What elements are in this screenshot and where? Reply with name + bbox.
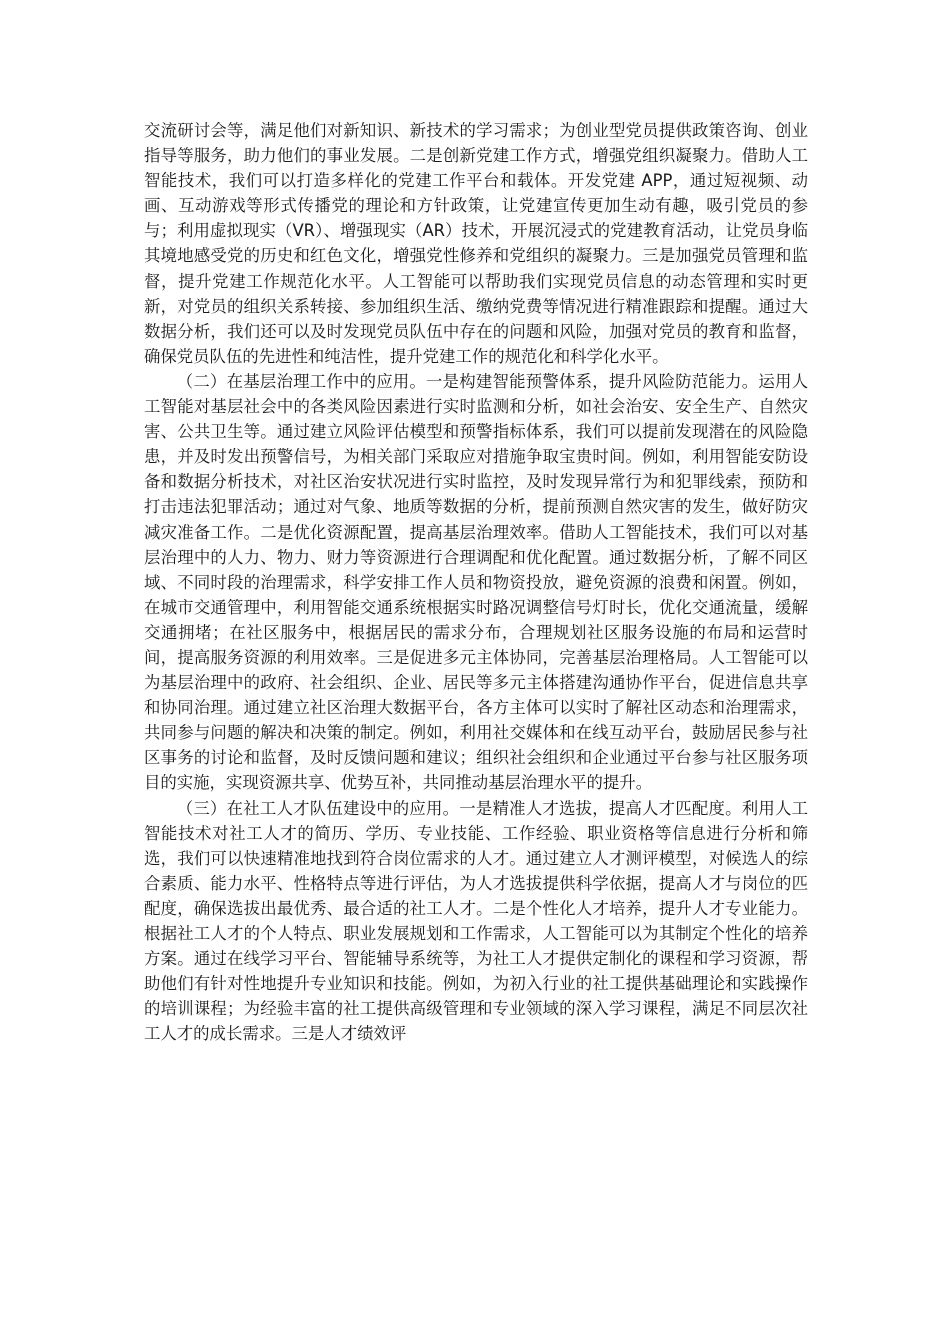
paragraph-party-building-continued: 交流研讨会等，满足他们对新知识、新技术的学习需求；为创业型党员提供政策咨询、创业指导等服务，助力他们的事业发展。二是创新党建工作方式，增强党组织凝聚力。借助人工智能技术，我们可以打造多样化的党建工作平台和载体。开发党建 APP，通过短视频、动画、互动游戏等形式传播党的理论和方针政策，让党建宣传更加生动有趣，吸引党员的参与；利用虚拟现实（VR）、增强现实（AR）技术，开展沉浸式的党建教育活动，让党员身临其境地感受党的历史和红色文化，增强党性修养和党组织的凝聚力。三是加强党员管理和监督，提升党建工作规范化水平。人工智能可以帮助我们实现党员信息的动态管理和实时更新，对党员的组织关系转接、参加组织生活、缴纳党费等情况进行精准跟踪和提醒。通过大数据分析，我们还可以及时发现党员队伍中存在的问题和风险，加强对党员的教育和监督，确保党员队伍的先进性和纯洁性，提升党建工作的规范化和科学化水平。 (144, 121, 808, 366)
paragraph-social-work-talent: （三）在社工人才队伍建设中的应用。一是精准人才选拔，提高人才匹配度。利用人工智能技术对社工人才的简历、学历、专业技能、工作经验、职业资格等信息进行分析和筛选，我们可以快速精准地找到符合岗位需求的人才。通过建立人才测评模型，对候选人的综合素质、能力水平、性格特点等进行评估，为人才选拔提供科学依据，提高人才与岗位的匹配度，确保选拔出最优秀、最合适的社工人才。二是个性化人才培养，提升人才专业能力。根据社工人才的个人特点、职业发展规划和工作需求，人工智能可以为其制定个性化的培养方案。通过在线学习平台、智能辅导系统等，为社工人才提供定制化的课程和学习资源，帮助他们有针对性地提升专业知识和技能。例如，为初入行业的社工提供基础理论和实践操作的培训课程；为经验丰富的社工提供高级管理和专业领域的深入学习课程，满足不同层次社工人才的成长需求。三是人才绩效评 (144, 798, 808, 1044)
document-body (144, 118, 808, 1046)
paragraph-grassroots-governance: （二）在基层治理工作中的应用。一是构建智能预警体系，提升风险防范能力。运用人工智能对基层社会中的各类风险因素进行实时监测和分析，如社会治安、安全生产、自然灾害、公共卫生等。通过建立风险评估模型和预警指标体系，我们可以提前发现潜在的风险隐患，并及时发出预警信号，为相关部门采取应对措施争取宝贵时间。例如，利用智能安防设备和数据分析技术，对社区治安状况进行实时监控，及时发现异常行为和犯罪线索，预防和打击违法犯罪活动；通过对气象、地质等数据的分析，提前预测自然灾害的发生，做好防灾减灾准备工作。二是优化资源配置，提高基层治理效率。借助人工智能技术，我们可以对基层治理中的人力、物力、财力等资源进行合理调配和优化配置。通过数据分析，了解不同区域、不同时段的治理需求，科学安排工作人员和物资投放，避免资源的浪费和闲置。例如，在城市交通管理中，利用智能交通系统根据实时路况调整信号灯时长，优化交通流量，缓解交通拥堵；在社区服务中，根据居民的需求分布，合理规划社区服务设施的布局和运营时间，提高服务资源的利用效率。三是促进多元主体协同，完善基层治理格局。人工智能可以为基层治理中的政府、社会组织、企业、居民等多元主体搭建沟通协作平台，促进信息共享和协同治理。通过建立社区治理大数据平台，各方主体可以实时了解社区动态和治理需求，共同参与问题的解决和决策的制定。例如，利用社交媒体和在线互动平台，鼓励居民参与社区事务的讨论和监督，及时反馈问题和建议；组织社会组织和企业通过平台参与社区服务项目的实施，实现资源共享、优势互补，共同推动基层治理水平的提升。 (144, 371, 808, 793)
